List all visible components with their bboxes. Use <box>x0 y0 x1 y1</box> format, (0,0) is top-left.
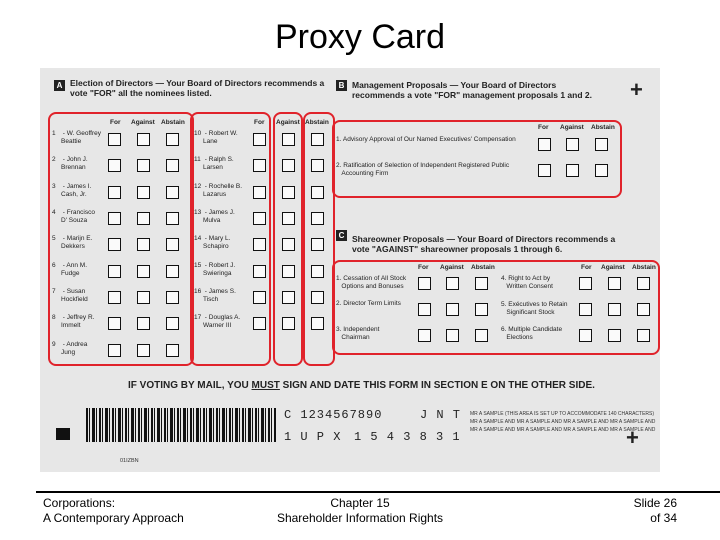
highlight-section-b <box>332 120 622 198</box>
nominee-10: 10 - Robert W. Lane <box>194 130 238 145</box>
nominee-12: 12 - Rochelle B. Lazarus <box>194 183 243 198</box>
nominee-14: 14 - Mary L. Schapiro <box>194 235 231 250</box>
nominee-5: 5 - Marijn E. Dekkers <box>52 235 93 250</box>
footer-center <box>260 496 460 526</box>
plus-mark-bottom: + <box>626 425 639 450</box>
highlight-section-a-left <box>48 112 194 366</box>
section-c-col-abstain-right: Abstain <box>632 264 656 271</box>
footer-divider <box>36 491 720 493</box>
col-abstain-left: Abstain <box>161 119 185 126</box>
highlight-section-a-abstain <box>303 112 335 366</box>
footer-chapter-title: Shareholder Information Rights <box>276 511 444 525</box>
section-b-letter: B <box>336 80 347 91</box>
shareowner-proposal-4: 4. Right to Act by Written Consent <box>501 275 553 290</box>
slide-number: Slide 26 <box>633 496 677 510</box>
highlight-section-c <box>332 260 660 355</box>
proxy-card-image <box>40 68 660 472</box>
section-c-col-against-right: Against <box>601 264 625 271</box>
initials: J N T <box>420 408 462 422</box>
section-c-heading: Shareowner Proposals — Your Board of Directors recommends a vote "AGAINST" shareowner proposals 1 through 6. <box>352 234 616 254</box>
shareowner-proposal-5: 5. Exécutives to Retain Significant Stock <box>501 301 568 316</box>
section-c-col-for-left: For <box>418 264 429 271</box>
col-against-right: Against <box>276 119 300 126</box>
nominee-7: 7 - Susan Hockfield <box>52 288 88 303</box>
section-b-heading: Management Proposals — Your Board of Directors recommends a vote "FOR" management proposals 1 and 2. <box>352 80 592 100</box>
barcode <box>86 408 276 442</box>
shareowner-proposal-2: 2. Director Term Limits <box>336 300 401 307</box>
section-c-col-for-right: For <box>581 264 592 271</box>
nominee-2: 2 - John J. Brennan <box>52 156 88 171</box>
shareowner-proposal-3: 3. Independent Chairman <box>336 326 380 341</box>
management-proposal-2: 2. Ratification of Selection of Independent Registered Public Accounting Firm <box>336 162 510 177</box>
management-proposal-1: 1. Advisory Approval of Our Named Executives' Compensation <box>336 136 516 143</box>
col-for-right: For <box>254 119 265 126</box>
upx-code: 1 U P X <box>284 430 342 444</box>
plus-mark-top: + <box>630 77 643 102</box>
nominee-17: 17 - Douglas A. Warner III <box>194 314 241 329</box>
registration-mark <box>56 428 70 440</box>
footer-book: A Contemporary Approach <box>43 511 184 525</box>
section-c-letter: C <box>336 230 347 241</box>
nominee-1: 1 - W. Geoffrey Beattie <box>52 130 101 145</box>
col-against-left: Against <box>131 119 155 126</box>
nominee-16: 16 - James S. Tisch <box>194 288 236 303</box>
section-c-col-against-left: Against <box>440 264 464 271</box>
slide-total: of 34 <box>650 511 677 525</box>
nominee-6: 6 - Ann M. Fudge <box>52 262 88 277</box>
account-number: 1 5 4 3 8 3 1 <box>354 430 461 444</box>
col-abstain-right: Abstain <box>305 119 329 126</box>
section-c-col-abstain-left: Abstain <box>471 264 495 271</box>
card-code: 01IZBN <box>120 458 139 464</box>
nominee-9: 9 - Andrea Jung <box>52 341 88 356</box>
shareowner-proposal-1: 1. Cessation of All Stock Options and Bonuses <box>336 275 407 290</box>
slide-title: Proxy Card <box>274 18 446 56</box>
highlight-section-a-against <box>273 112 303 366</box>
nominee-8: 8 - Jeffrey R. Immelt <box>52 314 95 329</box>
footer-right <box>634 496 677 526</box>
section-a-letter: A <box>54 80 65 91</box>
section-b-col-for: For <box>538 124 549 131</box>
footer-chapter: Chapter 15 <box>330 496 390 510</box>
col-for-left: For <box>110 119 121 126</box>
nominee-13: 13 - James J. Mulva <box>194 209 235 224</box>
nominee-15: 15 - Robert J. Swieringa <box>194 262 236 277</box>
nominee-4: 4 - Francisco D' Souza <box>52 209 95 224</box>
highlight-section-a-right-names <box>190 112 271 366</box>
section-b-col-abstain: Abstain <box>591 124 615 131</box>
nominee-3: 3 - James I. Cash, Jr. <box>52 183 92 198</box>
mail-voting-warning: IF VOTING BY MAIL, YOU MUST SIGN AND DATE THIS FORM IN SECTION E ON THE OTHER SIDE. <box>128 380 595 391</box>
section-b-col-against: Against <box>560 124 584 131</box>
footer-left <box>43 496 184 526</box>
shareowner-proposal-6: 6. Multiple Candidate Elections <box>501 326 563 341</box>
nominee-11: 11 - Ralph S. Larsen <box>194 156 234 171</box>
control-id: C 1234567890 <box>284 408 383 422</box>
footer-course: Corporations: <box>43 496 116 510</box>
section-a-heading: Election of Directors — Your Board of Directors recommends a vote "FOR" all the nominees listed. <box>70 78 325 98</box>
sample-address-block: MR A SAMPLE (THIS AREA IS SET UP TO ACCOMMODATE 140 CHARACTERS) MR A SAMPLE AND MR A SAMPLE AND MR A SAMPLE AND MR A SAMPLE AND MR A SAMPLE AND MR A SAMPLE AND MR A SAMPLE AND MR A SAMPLE AND <box>470 411 656 433</box>
